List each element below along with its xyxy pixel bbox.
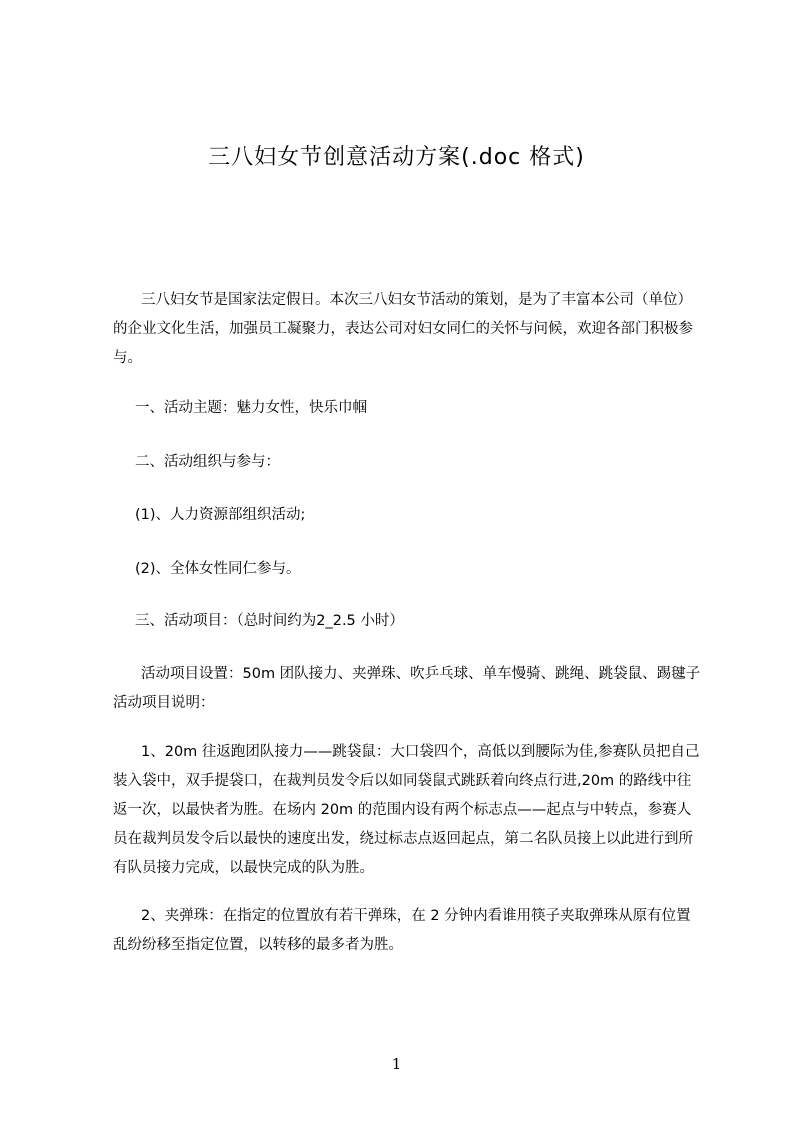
intro-paragraph-block bbox=[113, 286, 703, 373]
organization-item-2: (2)、全体女性同仁参与。 bbox=[135, 561, 301, 577]
organization-item-1: (1)、人力资源部组织活动; bbox=[135, 507, 306, 523]
projects-setup-paragraph: 活动项目设置：50m 团队接力、夹弹珠、吹乒乓球、单车慢骑、跳绳、跳袋鼠、踢毽子活动项目说明： bbox=[113, 666, 701, 711]
document-title: 三八妇女节创意活动方案(.doc 格式) bbox=[208, 145, 585, 170]
item-2-block bbox=[113, 902, 703, 960]
item-1-block bbox=[113, 738, 703, 883]
organization-heading: 二、活动组织与参与： bbox=[135, 454, 280, 470]
projects-heading: 三、活动项目：（总时间约为2_2.5 小时） bbox=[135, 613, 404, 629]
intro-paragraph: 三八妇女节是国家法定假日。本次三八妇女节活动的策划，是为了丰富本公司（单位）的企业文化生活，加强员工凝聚力，表达公司对妇女同仁的关怀与问候，欢迎各部门积极参与。 bbox=[113, 292, 693, 366]
item-2-paragraph: 2、夹弹珠：在指定的位置放有若干弹珠，在 2 分钟内看谁用筷子夹取弹珠从原有位置乱纷纷移至指定位置，以转移的最多者为胜。 bbox=[113, 908, 691, 953]
page-number: 1 bbox=[391, 1055, 402, 1073]
projects-setup-block bbox=[113, 660, 703, 718]
theme-line: 一、活动主题：魅力女性，快乐巾帼 bbox=[135, 400, 367, 416]
item-1-paragraph: 1、20m 往返跑团队接力——跳袋鼠：大口袋四个，高低以到腰际为佳,参赛队员把自己装入袋中，双手提袋口，在裁判员发令后以如同袋鼠式跳跃着向终点行进,20m 的路线中往返一次，以最快者为胜。在场内 20m 的范围内设有两个标志点——起点与中转点，参赛人员在裁判员发令后以最快的速度出发，绕过标志点返回起点，第二名队员接上以此进行到所有队员接力完成，以最快完成的队为胜。 bbox=[113, 744, 700, 876]
